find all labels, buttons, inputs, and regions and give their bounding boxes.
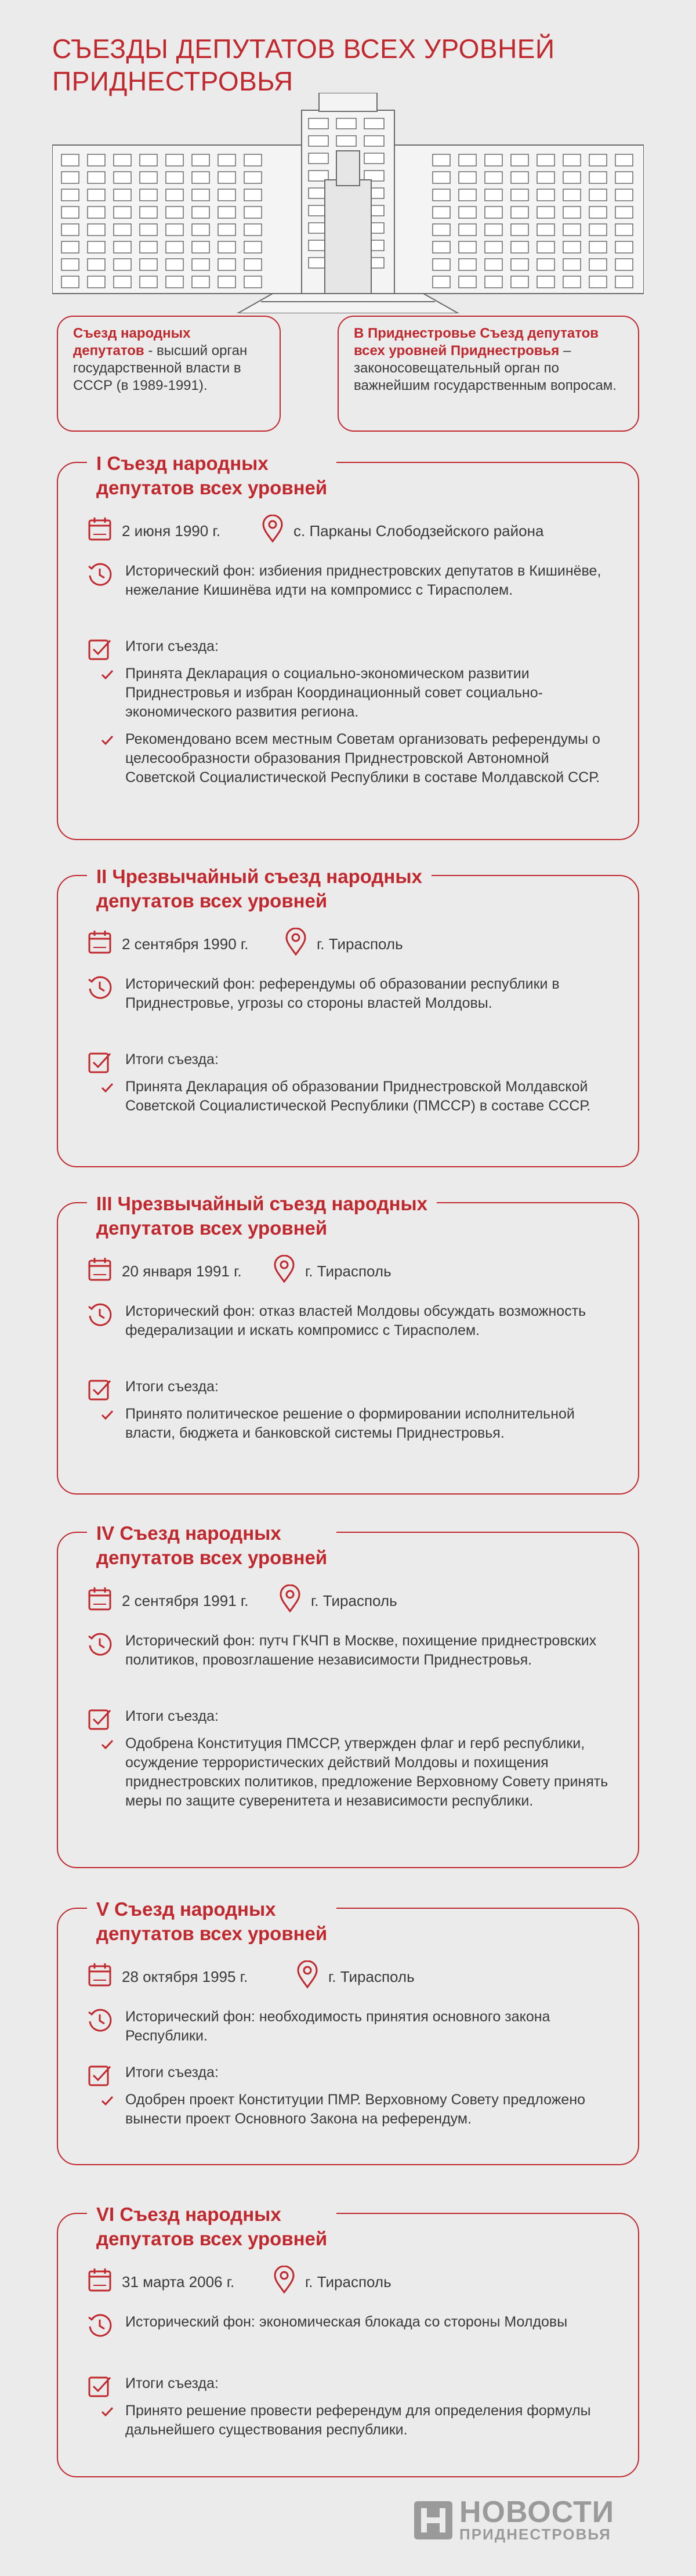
history-clock-icon: [87, 1302, 113, 1330]
location-pin-icon: [261, 515, 284, 548]
location-pin-icon: [284, 928, 307, 961]
congress-card: [57, 453, 639, 840]
check-icon: [101, 667, 114, 686]
date-row: [87, 929, 248, 958]
results-label: Итоги съезда:: [125, 1379, 219, 1395]
location-pin-icon: [278, 1584, 302, 1618]
calendar-icon: [87, 516, 113, 546]
location-pin-icon: [273, 2266, 296, 2299]
location-pin-icon: [273, 1255, 296, 1288]
congress-card: [57, 866, 639, 1167]
calendar-icon: [87, 1962, 113, 1992]
congress-meta: [87, 1257, 609, 1286]
congress-date: 20 января 1991 г.: [122, 1262, 242, 1280]
checkbox-icon: [87, 1050, 113, 1079]
result-text: Одобрен проект Конституции ПМР. Верховному Совету предложено вынести проект Основного Закона на референдум.: [125, 2092, 586, 2127]
result-item: [125, 664, 615, 722]
congress-date: 2 сентября 1990 г.: [122, 935, 249, 953]
page-title: СЪЕЗДЫ ДЕПУТАТОВ ВСЕХ УРОВНЕЙ ПРИДНЕСТРОВЬЯ: [52, 34, 555, 96]
location-pin-icon: [296, 1960, 319, 1993]
checkbox-icon: [87, 637, 113, 665]
definition-congress: [57, 316, 281, 432]
results-label: Итоги съезда:: [125, 1708, 219, 1724]
result-item: [125, 2090, 615, 2129]
background-section: [87, 1302, 615, 1340]
congress-place: г. Тирасполь: [328, 1967, 415, 1985]
calendar-icon: [87, 929, 113, 959]
congress-title: I Съезд народных депутатов всех уровней: [87, 451, 336, 500]
congress-place: г. Тирасполь: [317, 935, 403, 953]
historical-background: Исторический фон: референдумы об образовании республики в Приднестровье, угрозы со стороны властей Молдовы.: [125, 976, 560, 1011]
background-section: [87, 2313, 615, 2332]
checkbox-icon: [87, 2063, 113, 2092]
congress-date: 2 сентября 1991 г.: [122, 1591, 249, 1609]
result-text: Одобрена Конституция ПМССР, утвержден флаг и герб республики, осуждение террористических действий Молдовы и похищения приднестровских политиков, предложение Верховному Совету принять меры по защите суверенитета и независимости республики.: [125, 1735, 608, 1809]
date-row: [87, 1962, 248, 1991]
history-clock-icon: [87, 2007, 113, 2036]
result-item: [125, 1405, 615, 1443]
checkbox-icon: [87, 1377, 113, 1406]
results-section: [87, 1050, 615, 1116]
results-section: [87, 2063, 615, 2129]
results-section: [87, 1707, 615, 1811]
history-clock-icon: [87, 2313, 113, 2341]
place-row: [273, 2267, 392, 2296]
congress-title: V Съезд народных депутатов всех уровней: [87, 1897, 336, 1946]
background-section: [87, 975, 615, 1013]
result-text: Принято политическое решение о формировании исполнительной власти, бюджета и банковской системы Приднестровья.: [125, 1406, 575, 1441]
congress-card: [57, 1522, 639, 1868]
logo-line1: НОВОСТИ: [459, 2495, 615, 2529]
congress-date: 28 октября 1995 г.: [122, 1967, 248, 1985]
results-section: [87, 1377, 615, 1443]
date-row: [87, 516, 220, 545]
result-item: [125, 2401, 615, 2440]
congress-place: г. Тирасполь: [305, 2273, 392, 2291]
place-row: [273, 1257, 392, 1286]
results-label: Итоги съезда:: [125, 2064, 219, 2081]
date-row: [87, 1257, 242, 1286]
check-icon: [101, 732, 114, 751]
checkbox-icon: [87, 2374, 113, 2403]
results-label: Итоги съезда:: [125, 2375, 219, 2392]
congress-place: г. Тирасполь: [305, 1262, 392, 1280]
congress-card: [57, 1193, 639, 1495]
congress-date: 31 марта 2006 г.: [122, 2273, 235, 2291]
history-clock-icon: [87, 562, 113, 590]
calendar-icon: [87, 1586, 113, 1616]
results-label: Итоги съезда:: [125, 638, 219, 654]
check-icon: [101, 1736, 114, 1756]
date-row: [87, 2267, 234, 2296]
result-text: Принято решение провести референдум для определения формулы дальнейшего существования республики.: [125, 2403, 591, 2438]
place-row: [284, 929, 403, 958]
background-section: [87, 562, 615, 600]
definition-text: – законосовещательный орган по важнейшим государственным вопросам.: [354, 343, 617, 393]
congress-title: VI Съезд народных депутатов всех уровней: [87, 2202, 336, 2251]
historical-background: Исторический фон: избиения приднестровских депутатов в Кишинёве, нежелание Кишинёва идти на компромисс с Тирасполем.: [125, 563, 601, 598]
historical-background: Исторический фон: необходимость принятия основного закона Республики.: [125, 2009, 550, 2044]
results-section: [87, 2374, 615, 2440]
calendar-icon: [87, 1257, 113, 1286]
place-row: [296, 1962, 415, 1991]
definition-pmr-congress: [338, 316, 639, 432]
definition-term: В Приднестровье Съезд депутатов всех уровней Приднестровья: [354, 325, 599, 359]
check-icon: [101, 2093, 114, 2112]
parliament-building-illustration: [52, 93, 644, 313]
definition-term: Съезд народных депутатов: [73, 325, 191, 359]
results-label: Итоги съезда:: [125, 1051, 219, 1068]
congress-card: [57, 2204, 639, 2477]
check-icon: [101, 1080, 114, 1099]
date-row: [87, 1586, 248, 1615]
place-row: [261, 516, 543, 545]
results-section: [87, 637, 615, 787]
check-icon: [101, 2404, 114, 2423]
calendar-icon: [87, 2267, 113, 2297]
result-item: [125, 1734, 615, 1811]
result-item: [125, 1077, 615, 1116]
result-text: Рекомендовано всем местным Советам организовать референдумы о целесообразности образования Приднестровской Автономной Советской Социалистической Республики в составе Молдавской ССР.: [125, 731, 600, 786]
result-item: [125, 730, 615, 787]
historical-background: Исторический фон: отказ властей Молдовы обсуждать возможность федерализации и искать компромисс с Тирасполем.: [125, 1303, 586, 1338]
history-clock-icon: [87, 1631, 113, 1660]
logo-line2: ПРИДНЕСТРОВЬЯ: [459, 2526, 611, 2543]
congress-date: 2 июня 1990 г.: [122, 522, 220, 540]
historical-background: Исторический фон: экономическая блокада со стороны Молдовы: [125, 2314, 568, 2330]
place-row: [278, 1586, 397, 1615]
result-text: Принята Декларация об образовании Приднестровской Молдавской Советской Социалистической Республики (ПМССР) в составе СССР.: [125, 1079, 591, 1114]
congress-title: IV Съезд народных депутатов всех уровней: [87, 1521, 336, 1570]
congress-meta: [87, 516, 609, 545]
news-logo: [413, 2495, 615, 2543]
history-clock-icon: [87, 975, 113, 1003]
result-text: Принята Декларация о социально-экономическом развитии Приднестровья и избран Координационный совет социально-экономического развития региона.: [125, 665, 543, 720]
logo-icon: [413, 2500, 454, 2541]
congress-meta: [87, 1962, 609, 1991]
checkbox-icon: [87, 1707, 113, 1735]
definition-text: - высший орган государственной власти в СССР (в 1989-1991).: [73, 343, 248, 393]
congress-meta: [87, 2267, 609, 2296]
congress-place: с. Парканы Слободзейского района: [293, 522, 544, 540]
congress-place: г. Тирасполь: [311, 1591, 397, 1609]
congress-card: [57, 1898, 639, 2165]
background-section: [87, 2007, 615, 2046]
historical-background: Исторический фон: путч ГКЧП в Москве, похищение приднестровских политиков, провозглашение независимости Приднестровья.: [125, 1633, 597, 1668]
check-icon: [101, 1407, 114, 1426]
congress-meta: [87, 1586, 609, 1615]
congress-title: III Чрезвычайный съезд народных депутатов всех уровней: [87, 1192, 437, 1240]
congress-meta: [87, 929, 609, 958]
background-section: [87, 1631, 615, 1670]
congress-title: II Чрезвычайный съезд народных депутатов всех уровней: [87, 864, 432, 913]
